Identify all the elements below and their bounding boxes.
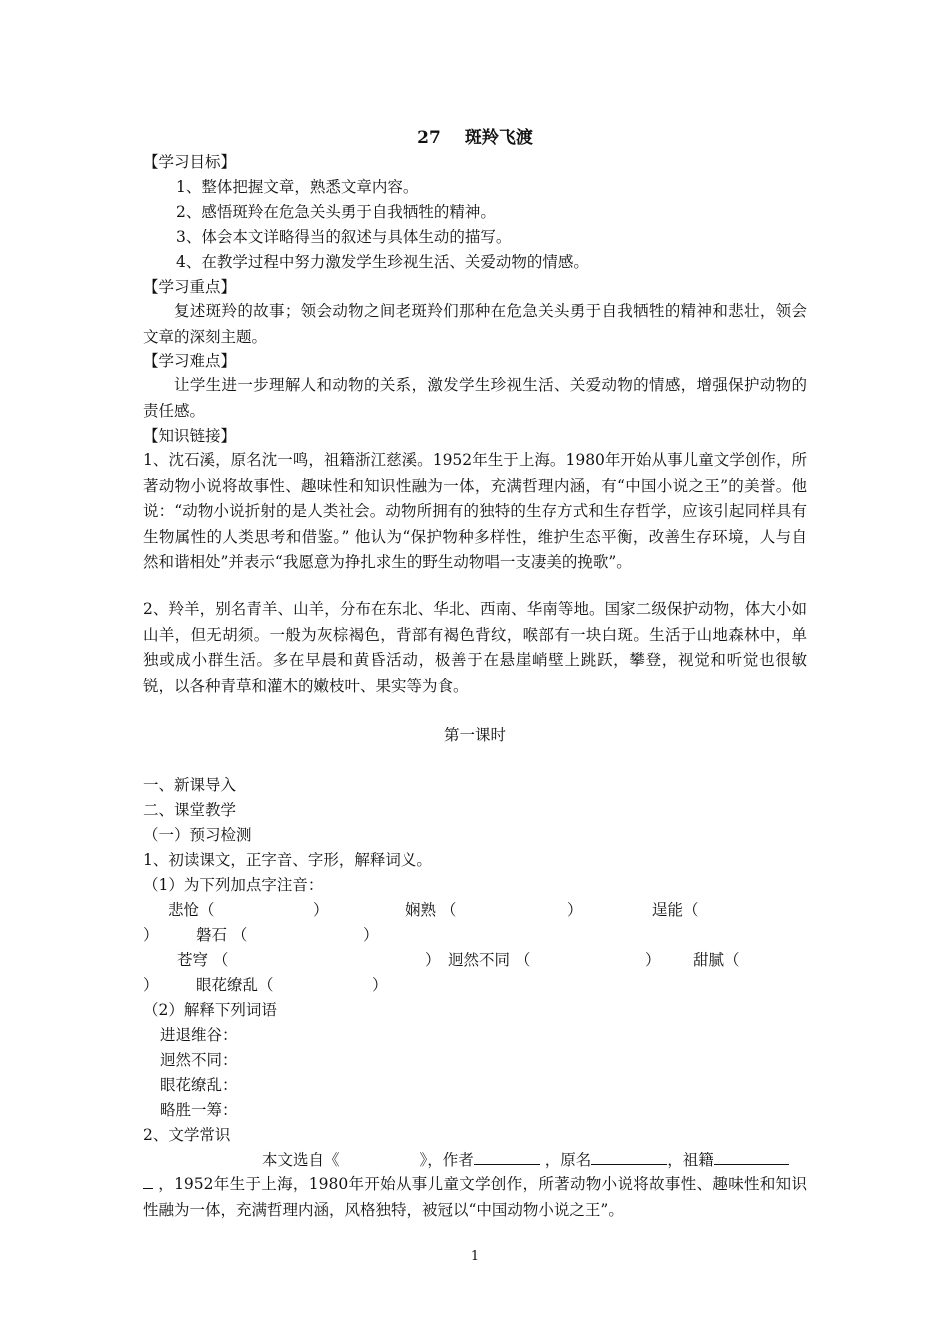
lit-author-label: 》，作者 [419,1151,474,1169]
lit-bio: ，1952年生于上海，1980年开始从事儿童文学创作，所著动物小说将故事性、趣味性和知识性融为一体，充满哲理内涵，风格独特，被冠以“中国动物小说之王”。 [143,1175,807,1219]
term-item: 略胜一筹： [160,1101,238,1119]
page-number: 1 [470,1249,480,1264]
pinyin-word-1: 悲怆（ [168,901,215,919]
pinyin-word-8: 眼花缭乱（ [196,976,274,994]
term-item: 眼花缭乱： [160,1076,238,1094]
title-text: 斑羚飞渡 [464,128,533,148]
knowledge-header: 【知识链接】 [143,427,237,445]
pinyin-close-8: ） [372,976,388,994]
question-2: 2、文学常识 [143,1126,231,1144]
knowledge-paragraph-1: 1、沈石溪，原名沈一鸣，祖籍浙江慈溪。1952年生于上海。1980年开始从事儿童文学创作，所著动物小说将故事性、趣味性和知识性融为一体，充满哲理内涵，有“中国小说之王”的美誉。他说：“动物小说折射的是人类社会。动物所拥有的独特的生存方式和生存哲学，应该引起同样具有生物属性的人类思考和借鉴。” 他认为“保护物种多样性，维护生态平衡，改善生存环境，人与自然和谐相处”并表示“我愿意为挣扎求生的野生动物唱一支凄美的挽歌”。 [143,451,807,571]
literature-line-2 [143,1172,807,1223]
difficulties-text: 让学生进一步理解人和动物的关系，激发学生珍视生活、关爱动物的情感，增强保护动物的责任感。 [143,376,807,420]
pinyin-close-3: ） [143,926,159,944]
page-title [0,125,950,151]
objective-item: 3、体会本文详略得当的叙述与具体生动的描写。 [176,228,512,246]
source-blank[interactable] [340,1151,420,1165]
hometown-blank[interactable] [714,1150,789,1165]
keypoints-header: 【学习重点】 [143,278,237,296]
pinyin-word-4: 磐石 （ [196,926,248,944]
pinyin-close-1: ） [313,901,329,919]
knowledge-paragraph-2: 2、羚羊，别名青羊、山羊，分布在东北、华北、西南、华南等地。国家二级保护动物，体大小如山羊，但无胡须。一般为灰棕褐色，背部有褐色背纹，喉部有一块白斑。生活于山地森林中，单独或成小群生活。多在早晨和黄昏活动，极善于在悬崖峭壁上跳跃，攀登，视觉和听觉也很敏锐，以各种青草和灌木的嫩枝叶、果实等为食。 [143,600,807,695]
section-preview: （一）预习检测 [143,826,252,844]
question-1b: （2）解释下列词语 [143,1001,277,1019]
lesson-heading: 第一课时 [443,726,506,744]
pinyin-word-5: 苍穹 （ [177,951,229,969]
pinyin-close-5: ） [425,951,441,969]
original-name-blank[interactable] [591,1150,667,1165]
difficulties-header: 【学习难点】 [143,352,237,370]
pinyin-word-3: 逞能（ [652,901,699,919]
question-1a: （1）为下列加点字注音： [143,876,324,894]
question-1: 1、初读课文，正字音、字形，解释词义。 [143,851,432,869]
keypoints-text: 复述斑羚的故事；领会动物之间老斑羚们那种在危急关头勇于自我牺牲的精神和悲壮，领会文章的深刻主题。 [143,302,807,346]
pinyin-word-2: 娴熟 （ [405,901,457,919]
lit-hometown-label: ，祖籍 [667,1151,714,1169]
term-item: 进退维谷： [160,1026,238,1044]
term-item: 迥然不同： [160,1051,238,1069]
literature-line-1 [262,1149,789,1171]
section-intro: 一、新课导入 [143,776,237,794]
pinyin-close-6: ） [645,951,661,969]
pinyin-word-6: 迥然不同 （ [448,951,531,969]
objectives-header: 【学习目标】 [143,153,237,171]
objective-item: 2、感悟斑羚在危急关头勇于自我牺牲的精神。 [176,203,496,221]
pinyin-close-7: ） [143,976,159,994]
lit-source-label: 本文选自《 [262,1151,340,1169]
pinyin-close-4: ） [363,926,379,944]
title-number: 27 [417,128,441,148]
hometown-blank-cont[interactable] [143,1174,153,1189]
author-blank[interactable] [474,1150,540,1165]
objective-item: 4、在教学过程中努力激发学生珍视生活、关爱动物的情感。 [176,253,589,271]
pinyin-word-7: 甜腻（ [693,951,740,969]
objective-item: 1、整体把握文章，熟悉文章内容。 [176,178,419,196]
section-teaching: 二、课堂教学 [143,801,237,819]
lit-original-name-label: ，原名 [539,1151,592,1169]
pinyin-close-2: ） [567,901,583,919]
